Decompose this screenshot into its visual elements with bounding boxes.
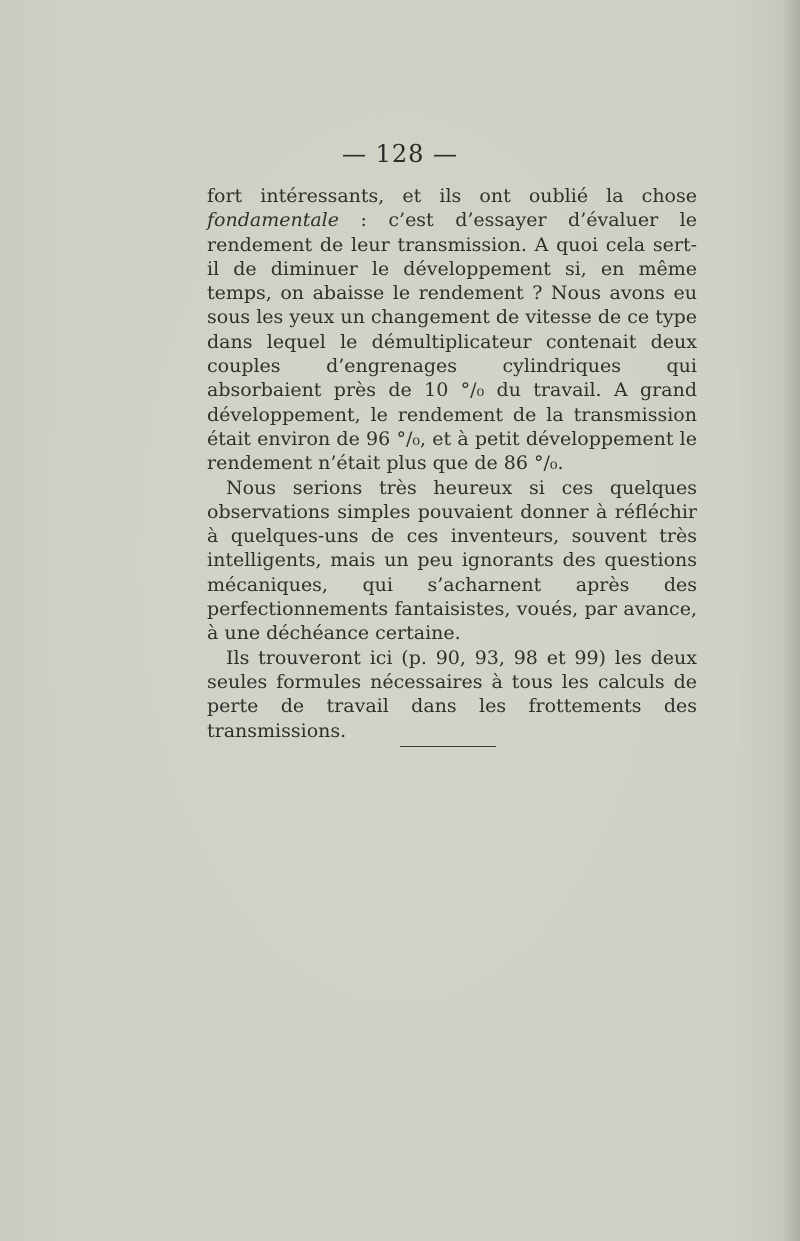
paragraph-1-after: : c’est d’essayer d’évaluer le rendement de leur transmission. A quoi cela sert-il de diminuer le développement si, en même temps, on abaisse le rendement ? Nous avons eu sous les yeux un changement de vitesse de ce type dans lequel le démultiplicateur contenait deux couples d’engrenages cylindriques qui absorbaient près de 10 °/₀ du travail. A grand développement, le rendement de la transmission était environ de 96 °/₀, et à petit développement le rendement n’était plus que de 86 °/₀. — [207, 209, 697, 475]
paragraph-2: Nous serions très heureux si ces quelques observations simples pouvaient donner à réfléchir à quelques-uns de ces inventeurs, souvent très intelligents, mais un peu ignorants des questions mécaniques, qui s’acharnent après des perfectionnements fantaisistes, voués, par avance, à une déchéance certaine. — [207, 476, 697, 645]
page-number: — 128 — — [341, 140, 459, 168]
paragraph-3: Ils trouveront ici (p. 90, 93, 98 et 99) les deux seules formules nécessaires à tous les calculs de perte de travail dans les frottements des transmissions. — [207, 646, 697, 742]
section-end-rule — [400, 746, 496, 747]
page-edge-shadow — [782, 0, 800, 1241]
emphasized-word: fondamentale — [207, 209, 339, 232]
paragraph-1-before: fort intéressants, et ils ont oublié la chose — [207, 185, 697, 207]
body-text — [207, 184, 697, 743]
paragraph-1 — [207, 184, 697, 476]
